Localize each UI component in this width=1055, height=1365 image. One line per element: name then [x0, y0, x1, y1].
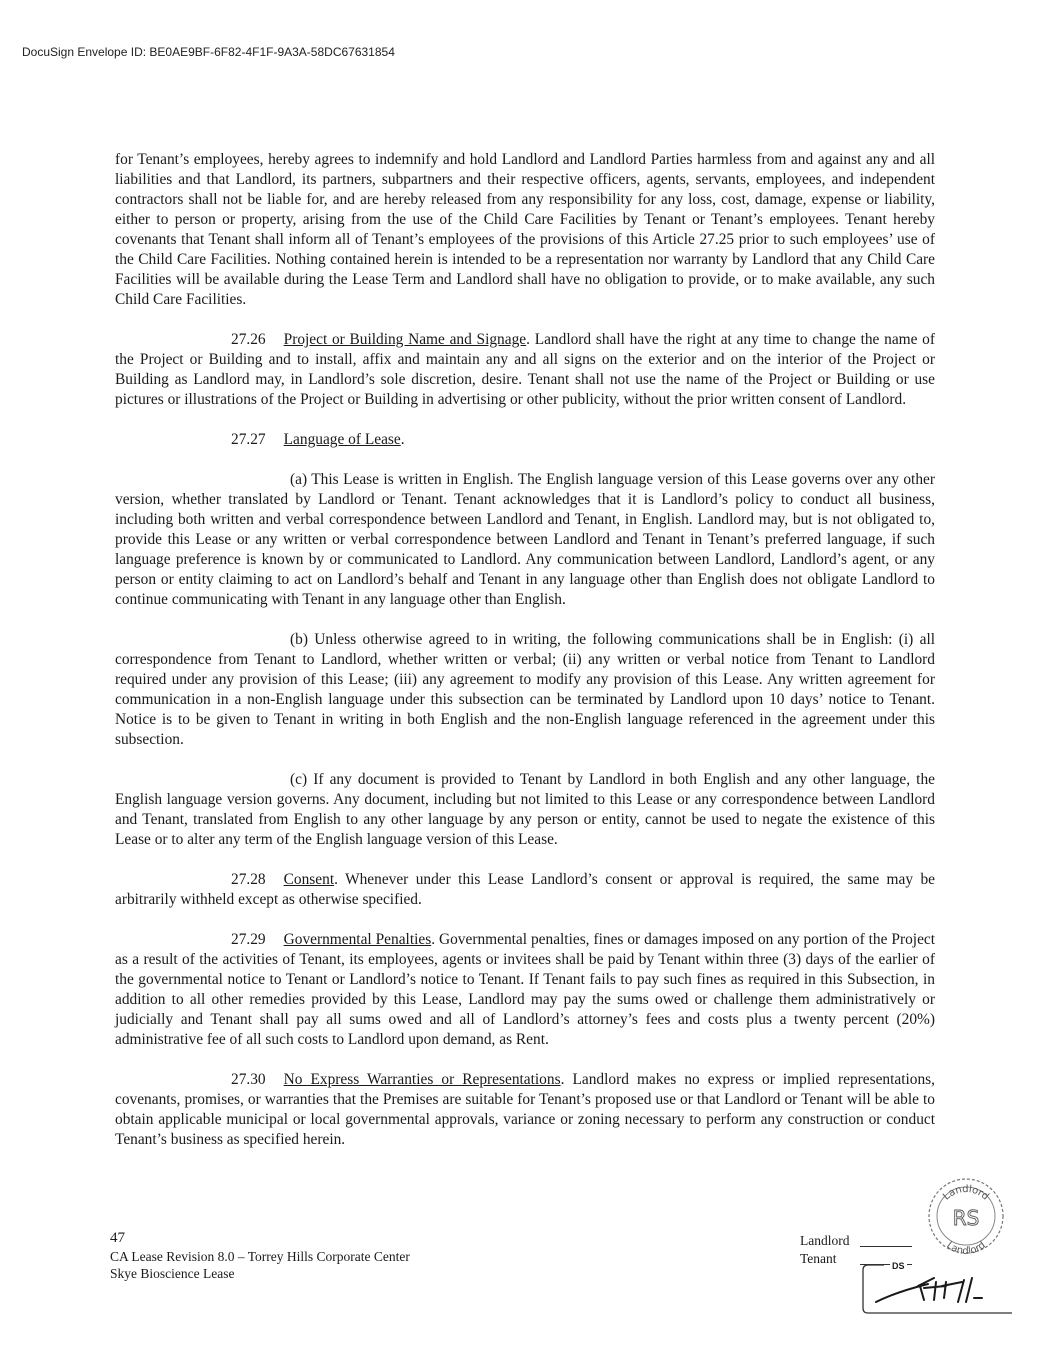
section-27-26	[115, 330, 935, 410]
docusign-envelope-id: DocuSign Envelope ID: BE0AE9BF-6F82-4F1F-9A3A-58DC67631854	[22, 45, 395, 59]
lease-name: Skye Bioscience Lease	[110, 1266, 235, 1281]
section-title: Consent	[283, 871, 335, 888]
section-body: . Whenever under this Lease Landlord’s consent or approval is required, the same may be arbitrarily withheld except as otherwise specified.	[115, 871, 935, 908]
section-title: Project or Building Name and Signage	[283, 331, 527, 348]
tenant-signature-icon	[876, 1278, 982, 1302]
lease-revision: CA Lease Revision 8.0 – Torrey Hills Corporate Center	[110, 1249, 410, 1264]
section-body: . Governmental penalties, fines or damages imposed on any portion of the Project as a result of the activities of Tenant, its employees, agents or invitees shall be paid by Tenant within three (3) days of the earlier of the governmental notice to Tenant or Landlord’s notice to Tenant. If Tenant fails to pay such fines as required in this Subsection, in addition to all other remedies provided by this Lease, Landlord may pay the sums owed or challenge them administratively or judicially and Tenant shall pay all sums owed and all of Landlord’s attorney’s fees and costs plus a twenty percent (20%) administrative fee of all such costs to Landlord upon demand, as Rent.	[115, 931, 936, 1048]
section-title: No Express Warranties or Representations	[283, 1071, 561, 1088]
landlord-label: Landlord	[800, 1233, 850, 1248]
section-27-29	[115, 930, 935, 1050]
section-title: Language of Lease	[283, 431, 401, 448]
section-body: . Landlord makes no express or implied representations, covenants, promises, or warranties that the Premises are suitable for Tenant’s proposed use or that Landlord or Tenant will be able to obtain applicable municipal or local governmental approvals, variance or zoning necessary to perform any construction or conduct Tenant’s business as specified herein.	[115, 1071, 935, 1148]
tenant-label: Tenant	[800, 1251, 837, 1266]
seal-initials: RS	[952, 1206, 980, 1230]
section-27-30	[115, 1070, 935, 1150]
seal-bottom-text: Landlord	[944, 1239, 988, 1257]
section-body: . Landlord shall have the right at any time to change the name of the Project or Building and to install, affix and maintain any and all signs on the exterior and on the interior of the Project or Building as Landlord may, in Landlord’s sole discretion, desire. Tenant shall not use the name of the Project or Building or use pictures or illustrations of the Project or Building in advertising or other publicity, without the prior written consent of Landlord.	[115, 331, 935, 408]
page-footer	[110, 1230, 410, 1282]
paragraph-child-care-continued: for Tenant’s employees, hereby agrees to indemnify and hold Landlord and Landlord Parties harmless from and against any and all liabilities and that Landlord, its partners, subpartners and their respective officers, agents, servants, employees, and independent contractors shall not be liable for, and are hereby released from any responsibility for any loss, cost, damage, expense or liability, either to person or property, arising from the use of the Child Care Facilities by Tenant or Tenant’s employees. Tenant hereby covenants that Tenant shall inform all of Tenant’s employees of the provisions of this Article 27.25 prior to such employees’ use of the Child Care Facilities. Nothing contained herein is intended to be a representation nor warranty by Landlord that any Child Care Facilities will be available during the Lease Term and Landlord shall have no obligation to provide, or to make available, any such Child Care Facilities.	[115, 151, 935, 308]
subsection-27-27-a: (a) This Lease is written in English. The English language version of this Lease governs over any other version, whether translated by Landlord or Tenant. Tenant acknowledges that it is Landlord’s policy to conduct all business, including both written and verbal correspondence between Landlord and Tenant, in English. Landlord may, but is not obligated to, provide this Lease or any written or verbal correspondence between Landlord and Tenant in Tenant’s preferred language, if such language preference is known by or communicated to Landlord. Any communication between Landlord, Landlord’s agent, or any person or entity claiming to act on Landlord’s behalf and Tenant in any language other than English does not obligate Landlord to continue communicating with Tenant in any language other than English.	[115, 471, 935, 608]
section-27-27-heading	[115, 430, 935, 450]
subsection-27-27-b: (b) Unless otherwise agreed to in writing, the following communications shall be in English: (i) all correspondence from Tenant to Landlord, whether written or verbal; (ii) any written or verbal notice from Tenant to Landlord required under any provision of this Lease; (iii) any agreement to modify any provision of this Lease. Any written agreement for communication in a non-English language under this subsection can be terminated by Landlord upon 10 days’ notice to Tenant. Notice is to be given to Tenant in writing in both English and the non-English language referenced in the agreement under this subsection.	[115, 631, 935, 748]
section-title-period: .	[400, 431, 405, 448]
section-number: 27.28	[231, 871, 266, 888]
section-number: 27.26	[231, 331, 266, 348]
docusign-ds-label: DS	[892, 1261, 905, 1271]
section-27-28	[115, 870, 935, 910]
page-number: 47	[110, 1230, 125, 1246]
section-title: Governmental Penalties	[283, 931, 432, 948]
landlord-seal-stamp	[925, 1175, 1007, 1257]
seal-top-text: Landlord	[941, 1183, 991, 1203]
section-number: 27.29	[231, 931, 266, 948]
landlord-initials-line[interactable]	[860, 1246, 912, 1247]
tenant-signature-box	[862, 1261, 1022, 1314]
landlord-initials-row	[800, 1232, 912, 1250]
lease-body	[115, 150, 935, 1170]
section-number: 27.30	[231, 1071, 266, 1088]
signature-frame	[862, 1264, 1022, 1314]
section-number: 27.27	[231, 431, 266, 448]
subsection-27-27-c: (c) If any document is provided to Tenant by Landlord in both English and any other language, the English language version governs. Any document, including but not limited to this Lease or any correspondence between Landlord and Tenant, translated from English to any other language by any person or entity, cannot be used to negate the existence of this Lease or to alter any term of the English language version of this Lease.	[115, 771, 935, 848]
